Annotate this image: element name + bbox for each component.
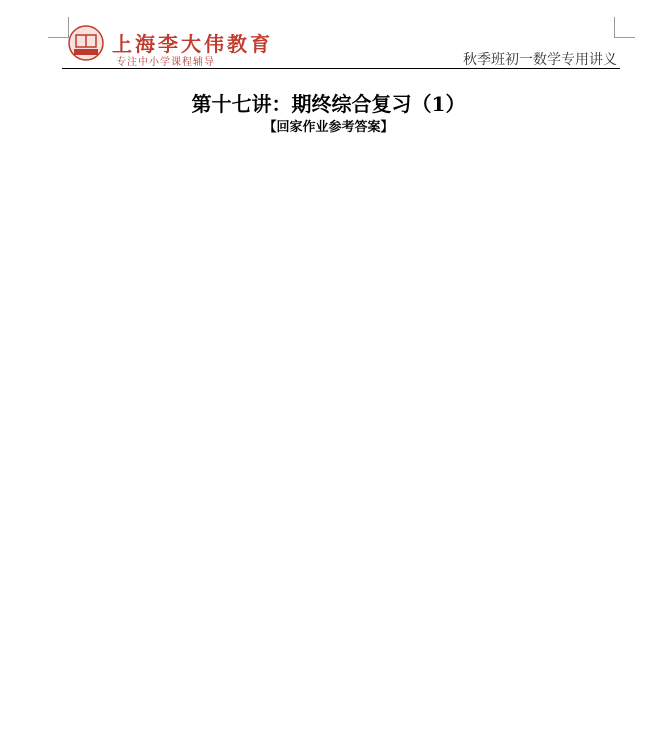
- page-title: 第十七讲：期终综合复习（1）: [191, 92, 466, 116]
- header-rule: [62, 68, 620, 69]
- page-subtitle: 【回家作业参考答案】: [263, 120, 394, 135]
- series-title: 秋季班初一数学专用讲义: [463, 52, 617, 68]
- brand-tagline: 专注中小学课程辅导: [116, 57, 215, 68]
- brand-name: 上海李大伟教育: [112, 32, 273, 56]
- crop-mark-top-right: [614, 17, 635, 38]
- brand-logo: [66, 24, 106, 62]
